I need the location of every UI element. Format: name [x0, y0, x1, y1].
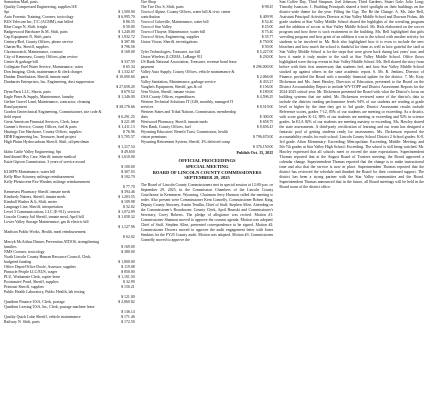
bill-payee: High Plains Hydrocarbons Sheriff, Shift, oil/petroleum [4, 140, 90, 144]
bill-amount: $ 307.03 [121, 170, 135, 174]
bill-payee: Charter/Rx, Sheriff, supplies [4, 45, 49, 49]
bill-payee: Town of Afton, Engineering, supplies [140, 35, 200, 39]
bill-amount: $ 409.99 [259, 15, 274, 19]
bill-amount: $ 1,610.00 [118, 155, 135, 159]
bill-amount: $ 8,656.43 [256, 125, 274, 129]
bill-payee: US Bank National Association, Treasurer, revenue bond lease [140, 60, 237, 64]
bill-amount: $ 25.00 [261, 25, 274, 29]
bill-payee: Blue Cargo N, Shift, freight [4, 25, 48, 29]
bill-amount: $ 172.50 [121, 320, 135, 324]
bill-amount: $ 150.21 [121, 285, 135, 289]
bill-amount: $ 796,670.00 [252, 135, 274, 139]
bill-payee: Hastings Tire Hardware, County Offices, supplies [4, 130, 82, 134]
bill-amount: $ 65.34 [123, 65, 135, 69]
bill-amount: $ 50.00 [261, 45, 274, 49]
bill-payee: Western States and Tribal Nations, Commission, membership [140, 110, 237, 114]
bill-amount: $ 168.00 [121, 50, 135, 54]
bill-amount: $ 5,705.57 [118, 135, 135, 139]
bill-payee: Cap Equipment N, Shift, parts [4, 35, 52, 39]
bill-amount: $ 230.00 [259, 55, 274, 59]
bill-amount: $ 296,000.00 [252, 65, 274, 69]
bill-payee: Valley Auto Supply, County Offices, vehicle maintenance & [140, 70, 235, 74]
bill-amount: $ 850.00 [121, 270, 135, 274]
bill-payee: Center & garbage bill [4, 60, 38, 64]
bill-payee: Innfiltrated Hvy Care, Sheriff, inmate medical [4, 155, 76, 159]
bill-payee: Wyoming Retirement System, Sheriff, 4% deferred comp [140, 140, 231, 144]
bill-payee: Spt [4, 10, 10, 14]
bill-payee: Kelly Blue Attorney, mileage reimbursement [4, 175, 74, 179]
bill-payee: budgeted funding [4, 260, 32, 264]
bill-payee: Bond payment [4, 105, 27, 109]
bill-payee: payment [140, 65, 155, 69]
bill-payee: Wyoming Educators' Benefit Trust, Commission, health [140, 130, 228, 134]
bill-amount: $ 1,932.72 [118, 35, 135, 39]
bill-payee: Century/Red, County Offices, phone service [4, 40, 74, 44]
bill-amount: $ 6,995.70 [118, 15, 135, 19]
bill-payee: Merryk McArthur Dinner, Prevention ATDOS, strengthening [4, 240, 100, 244]
bill-payee: BUS Telecom Inc, T/C (ACMM), mat billed [4, 20, 74, 24]
bill-amount: $ 796.56 [121, 45, 135, 49]
bill-amount: $ 1,332.67 [118, 70, 135, 74]
bill-payee: Lower Valley Storage Maintenance, gas & electric bill [4, 220, 89, 224]
bill-amount: $ 62.02 [123, 235, 135, 239]
bill-payee: Level 3 Communications, LLC (E-911), services [4, 210, 81, 214]
bill-amount: $ 35.77 [261, 35, 274, 39]
heading-line: BOARD OF LINCOLN COUNTY COMMISSIONERS [152, 169, 262, 175]
bill-amount: $ 76.96 [123, 130, 135, 134]
bill-payee: Public Health Laboratory, Public Health, lab testing [4, 290, 85, 294]
bill-payee: City of Kennesaw, County Offices, plan review [4, 55, 78, 59]
bill-amount: $ 49,650 [121, 150, 135, 154]
bill-amount: $ 2,060.82 [118, 300, 135, 304]
bill-amount: $ 2,066.06 [256, 75, 274, 79]
column-2 [141, 0, 274, 400]
bill-amount: $ 6,291.25 [118, 115, 135, 119]
bill-amount: $ 1,101.50 [118, 275, 135, 279]
bill-amount: $ 52.40 [261, 20, 274, 24]
bill-payee: Union Wireless (LCEMA, LaBarge 911 [140, 55, 203, 59]
bill-amount: $ 86.55 [123, 20, 135, 24]
bill-payee: Katie Gipson Commission, 3 years of service award [4, 160, 86, 164]
bill-payee: Dunbar Distribution, Sheriff, inmate meal [4, 75, 70, 79]
bill-payee: dues [140, 115, 148, 119]
bill-payee: North Lincoln County Human Resource Council, Clerk, [4, 255, 92, 259]
minutes-continued-body: Sun Coffee Day, Third Simpson, Joel Johnson, Third Gardens, Stuart Gale; Jolie Long; Timothy Isaacson. 1. Building Principals shared a brief spotlight on their buildings on the district-wide theme for the year: Filling the Cup. The Be the Change. A. Ms. Jake Bell, Assistant Principal/ Activities Director at Star Valley Middle School and Dawson Fishas, 4th grade student at Star Valley Middle School shared the highlights of the wrestling program and the addition of soccer at Star Valley Middle School. Mr. Rich elaborated on the soccer program and how there is such excitement in the building. Ms. Bell highlighted that girls wrestling program and how great of an addition it was to the school with another activity for students to be involved in. Mr. Rich also highlighted how it is even to include the new bleachers and how much the school is thankful for them as well as how grateful the staff at Star Valley Middle School is for the steps that were given back during last years' tour, and how it made it truly matter to the staff at Star Valley Middle School. Office floors highlighted were the top events in Star Valley Middle School. Ms. Bell shared the story from before with their first anniversary that students feel, and how Star Valley Middle School stacked up against others in the state academic report. 6. Mr. R. Jenkins, Director of Finance, provided the Board with a monthly financial update for the district. 7. Mr. Kory Dickenson and Ms. Janet Hawley, Directors of Education, presented to the Board on the District Accountability Report to include WY-TOPP and District Assessment Reports for the 2024-2025 school year. Mr. Dickenson presented the Board with what the District's focus on building systems that are aided. Mr. Dickenson reviewed some of the district's data to include the districts reading performance levels 94% of our students are reading at grade level or higher by the time they get to 3rd grade. District Assessment results include Reference scores, grades 7-12, 85% of our students are meeting or exceeding. As a district, with score grades K-12, 88% of our students are meeting or exceeding and 92% in science grades. In ELA 82% of our students are meeting mastery or exceeding. Ms. Hawley shared the state assessments. A third-party certification of learning and our team has designed a fantastic pool of getting students ready for assessments. Ms. Dickenson reported the accountability results for each school. Lincoln County School District 2 School grades: K-8, 3rd grade. Afton Elementary: Exceeding; Metropolitan: Exceeding; Middle: Meeting; and 5th-7th grades at Star Valley High School: Exceeding. The school is still being watched. Mr. Hawley expressed that all schools meet or exceed the state expectations. Superintendent Thomas reported that at the August Board of Trustees meeting, the Board approved a calendar change. Superintendent Thomas reported that the change is to make instructional time and also that the service is now in place. Superintendent Thomas reported that the district has reviewed the schedule and thanked the Board for their continued support. The district has been a strong partner with the Star Valley communities and the Board. Superintendent Thomas announced that in the future, all Board meetings will be held in the Board room of the district office. [279, 0, 424, 189]
bill-payee: Quality Quick Lube Sheriff, vehicle maintenance [4, 315, 81, 319]
bill-amount: $ 1,346.00 [118, 95, 135, 99]
bill-amount: $ 27,658.20 [116, 85, 135, 89]
bill-amount: $ 1,317.54 [118, 145, 135, 149]
bill-payee: Kimberly Natters, Sheriff, inmate meds [4, 195, 66, 199]
bill-payee: Town of Cokeville, Maintenance, water bill [140, 20, 209, 24]
bill-payee: Town of Alpine, County Offices, water bill & civic center [140, 10, 231, 14]
bill-payee: Gunner's Service, County Offices, fuel & parts [4, 125, 77, 129]
bill-amount: $ 38,176.66 [116, 105, 135, 109]
bill-amount: $ 221.08 [121, 120, 135, 124]
bill-payee: Kimball Washer & It, Shift, meter [4, 200, 57, 204]
bill-payee: KI.MPN Maintenance, water bill [4, 170, 56, 174]
bill-amount: $ 387.86 [121, 40, 135, 44]
bill-amount: $ 32.99 [123, 280, 135, 284]
bill-payee: Samaritan Mail, parts [4, 0, 38, 4]
bill-amount: $ 4,596.29 [256, 95, 274, 99]
bill-payee: Western Technical Solutions IT (GIS, monthly, managed IT [140, 100, 234, 104]
heading-line: SEPTEMBER 29, 2025 [184, 175, 230, 181]
bill-payee: Idaho Cattle Valley Engineering, Spt [4, 150, 62, 154]
bill-payee: Tire Shop [140, 0, 157, 4]
bill-payee: Collegiate Fuel Water Service, Maintenance, water [4, 65, 84, 69]
bill-payee: Madison Public Works, Health, meal reimbursement [4, 230, 86, 234]
bill-payee: Valley Sanitation, Maintenance, garbage service [140, 80, 216, 84]
heading-line: OFFICIAL PROCEEDINGS [178, 158, 236, 163]
bill-payee: Gordon Geotechnical Engineering, Commissioner, site code & [4, 110, 102, 114]
bill-payee: Tyler Technologies, Treasurer, tax bill [140, 50, 200, 54]
heading-line: SPECIAL MEETING [185, 163, 229, 169]
bill-payee: USA County Offices, expenditures [140, 95, 195, 99]
bill-payee: field report [4, 115, 22, 119]
bill-list [141, 0, 274, 150]
bill-amount: $ 1,411.13 [118, 125, 135, 129]
bill-amount: $ 50.00 [123, 25, 135, 29]
bill-amount: $ 1,127.96 [118, 225, 135, 229]
bill-payee: PLU, Wodumnie Clerk, copier lease [4, 275, 61, 279]
bill-payee: services [140, 105, 154, 109]
bill-amount: $ 1,240.00 [118, 30, 135, 34]
bill-payee: Lincoln County Jail Sheriff, inmate meal, April bill [4, 215, 84, 219]
bill-payee: Eagle Pines & Supply, Maintenance, laundry [4, 95, 74, 99]
bill-amount: $ 100.00 [121, 165, 135, 169]
bill-payee: Great American Financial Services, Clerk, lease [4, 120, 79, 124]
bill-payee: Quality Compressed Engineering, supplies/AE [4, 5, 77, 9]
bill-payee: Postmaster/ Pond, Sheriff, supplies [4, 280, 59, 284]
bill-amount: $ 121.00 [121, 295, 135, 299]
bill-payee: families [4, 245, 17, 249]
bill-amount: $ 102.70 [121, 175, 135, 179]
bill-amount: $ 189.00 [259, 90, 274, 94]
bill-payee: NMS Coroner, toxicology [4, 250, 45, 254]
bill-amount: $ 300.00 [259, 115, 274, 119]
column-1 [4, 0, 135, 400]
bill-payee: Printrust Sheriff, supplies [4, 285, 44, 289]
bill-amount: $ 136.14 [121, 310, 135, 314]
bill-amount: $ 1,800.00 [118, 260, 135, 264]
bill-payee: Chromowatch, Maintenance, contract [4, 50, 63, 54]
bill-amount: $ 1,500.00 [118, 10, 135, 14]
bill-payee: Quadient Finance USA, Clerk, postage [4, 300, 65, 304]
bill-amount: $ 8,519.00 [256, 105, 274, 109]
bill-payee: Quadient Leasing USA, Inc, Clerk, postage machine lease [4, 305, 95, 309]
bill-payee: Auto Forensic Training; Coroner, toxicology [4, 15, 74, 19]
bill-payee: Union Vision, Sheriff, investigations [140, 40, 198, 44]
bill-amount: $ 77.70 [123, 185, 135, 189]
bill-payee: The Tire Doc S, Shift, parts [140, 5, 184, 9]
bill-amount: $ 394.46 [121, 190, 135, 194]
bill-amount: $ 1,203.55 [118, 195, 135, 199]
bill-payee: parts [140, 75, 149, 79]
bill-amount: $ 380.00 [121, 250, 135, 254]
bill-payee: Kelly Pleistocene Fire Warden, mileage reimbursement [4, 180, 91, 184]
bill-amount: $ 750.00 [259, 40, 274, 44]
bill-payee: Vaughn's Equipment, Sheriff, gas & oil [140, 85, 202, 89]
bill-payee: Don Imaging, Clerk, maintenance & clerk charges [4, 70, 83, 74]
bill-payee: Railway N. Shift, parts [4, 320, 40, 324]
bill-payee: Badgerwood Hardware & M, Shift, parts [4, 30, 68, 34]
bill-amount: $ 1,058.32 [118, 215, 135, 219]
bill-amount: $ 679.52 [121, 90, 135, 94]
bill-payee: Language Line, Sheriff, interpretation [4, 205, 64, 209]
bill-payee: Town of Star Valley [140, 25, 172, 29]
bill-payee: Vem Vision, Sheriff, inmate vision [140, 90, 195, 94]
bill-payee: Dunbartes Enterprises, Inc, Engineering, dust suppression [4, 80, 95, 84]
bill-amount: $ 5,227.00 [256, 50, 274, 54]
publish-date: Publish Oct. 15, 2025 [236, 150, 274, 155]
bill-amount: $ 52.02 [123, 205, 135, 209]
bill-amount: $ 169.00 [121, 245, 135, 249]
bill-payee: Gerbee Gravel Land, Maintenance, contractor, cleaning [4, 100, 91, 104]
bill-amount: $ 10,000.60 [116, 75, 135, 79]
bill-amount: $ 75.40 [261, 30, 274, 34]
bill-amount: $ 658.79 [259, 120, 274, 124]
bill-amount: $ 171.46 [121, 315, 135, 319]
bill-amount: $ 156.00 [259, 85, 274, 89]
bill-amount: $ 109.98 [121, 200, 135, 204]
bill-payee: Pinnacle People LLC/EUS, wages [4, 270, 58, 274]
bill-amount: $ 98.45 [261, 5, 274, 9]
bill-line [4, 320, 135, 325]
bill-payee: contribution [140, 15, 160, 19]
bill-payee: Wex Bank, County Offices, fuel [140, 125, 191, 129]
column-3 [279, 0, 424, 400]
bill-amount: $ 119.08 [121, 265, 135, 269]
bill-payee: HDR Engineering Inc, Treasurer, bond project [4, 135, 77, 139]
bill-amount: $ 376,150.00 [252, 145, 274, 149]
bill-payee: vision premiums [140, 135, 167, 139]
minutes-body: The Board of Lincoln County Commissioners met in special session at 12:00 p.m. on September 29, 2025, in the Commission Chambers of the Lincoln County Courthouse in Kemmerer, Wyoming. Chairman Jerry Harmon called the meeting to order. Also present were Commissioner Kent Connelly, Commissioner Robert King, Deputy County Attorney, Austin Tendlar, Chief of Staff, Stephen Allen. Attending on the Commissioner's Boardroom: County Clerk, April Brunski and Commissioner's Secretary, Corey Roberts. The pledge of allegiance was recited. Motion #1: Commissioner Shannon moved to approve the consent agenda. Motion was adopted. Chief of Staff, Stephen Allen, presented correspondence to be signed. Motion #2: Commissioner Dowers moved to approve the audit engagement letter with Jones Simkins for the FY25 County audit. Motion was adopted. Motion #3: Commissioner Connelly moved to approve the [140, 183, 274, 243]
bill-payee: Kennesaw Pharmacy Sheriff, inmate meds [4, 190, 71, 194]
bill-amount: $ 433.27 [259, 80, 274, 84]
bill-payee: Office Depot/Office Doole, Assessor, supplies [4, 265, 76, 269]
bill-amount: $ 1,072.09 [118, 210, 135, 214]
bill-payee: Westwood Pharmacy, Sheriff, inmate meds [140, 120, 208, 124]
bill-payee: Town of Thayne, Maintenance, water bill [140, 30, 206, 34]
bill-amount: $ 337.59 [121, 60, 135, 64]
bill-payee: Dyna Parts LLC, Shorts, parts [4, 90, 51, 94]
